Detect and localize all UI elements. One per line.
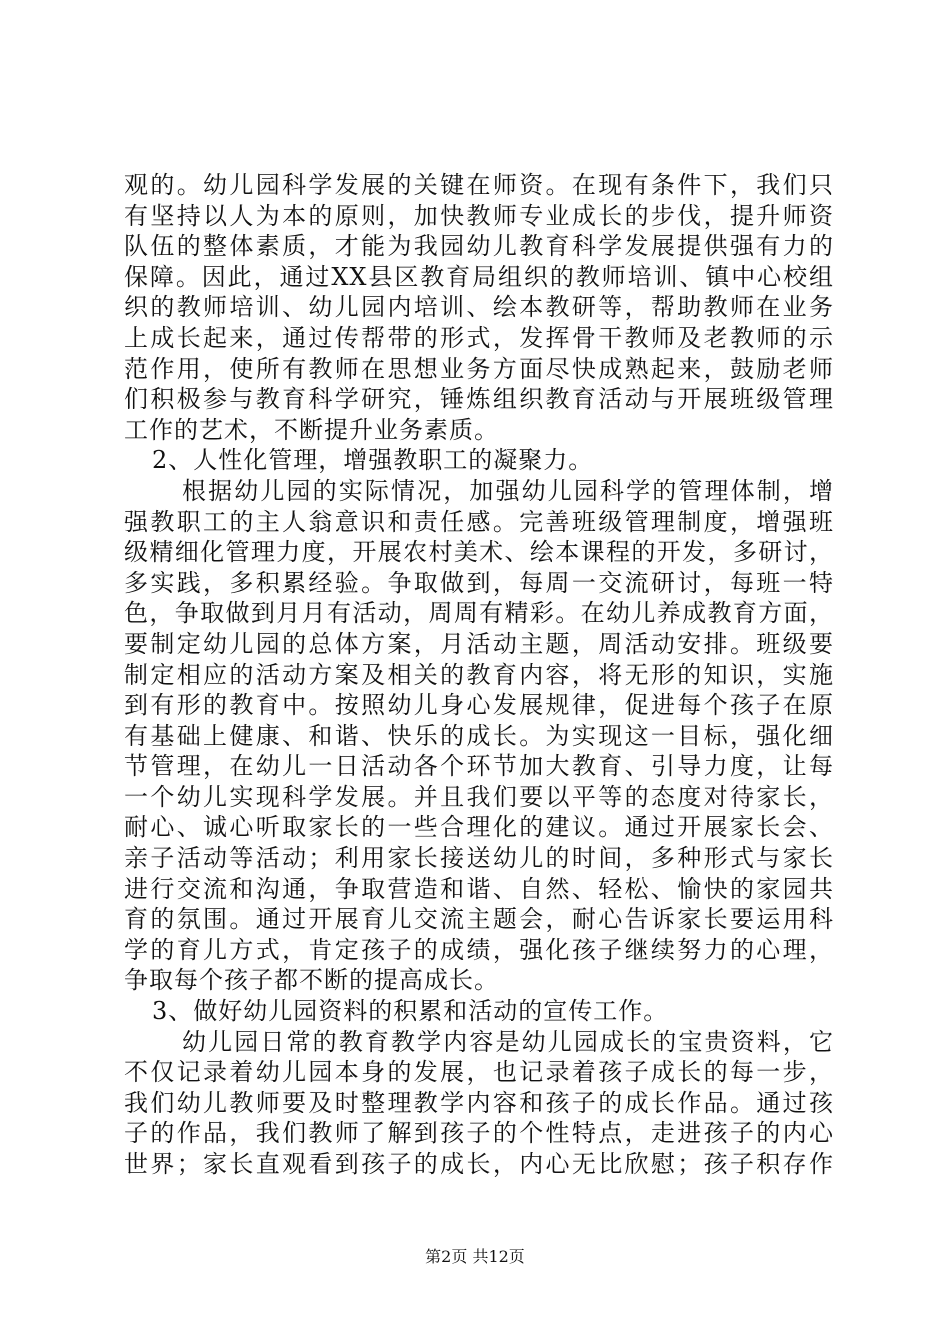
text-line: 多实践，多积累经验。争取做到，每周一交流研讨，每班一特 — [124, 568, 834, 597]
text-line: 幼儿园日常的教育教学内容是幼儿园成长的宝贵资料，它 — [182, 1027, 834, 1056]
text-line: 不仅记录着幼儿园本身的发展，也记录着孩子成长的每一步， — [124, 1058, 834, 1087]
text-line: 保障。因此，通过XX县区教育局组织的教师培训、镇中心校组 — [124, 262, 834, 291]
text-line: 级精细化管理力度，开展农村美术、绘本课程的开发，多研讨， — [124, 538, 834, 567]
text-line: 上成长起来，通过传帮带的形式，发挥骨干教师及老教师的示 — [124, 323, 834, 352]
text-line: 育的氛围。通过开展育儿交流主题会，耐心告诉家长要运用科 — [124, 905, 834, 934]
text-line: 有基础上健康、和谐、快乐的成长。为实现这一目标，强化细 — [124, 721, 834, 750]
paragraph — [124, 170, 834, 445]
text-line: 进行交流和沟通，争取营造和谐、自然、轻松、愉快的家园共 — [124, 874, 834, 903]
document-body — [124, 170, 834, 1180]
text-line: 要制定幼儿园的总体方案，月活动主题，周活动安排。班级要 — [124, 629, 834, 658]
text-line: 织的教师培训、幼儿园内培训、绘本教研等，帮助教师在业务 — [124, 293, 834, 322]
text-line: 有坚持以人为本的原则，加快教师专业成长的步伐，提升师资 — [124, 201, 834, 230]
text-line: 一个幼儿实现科学发展。并且我们要以平等的态度对待家长， — [124, 782, 834, 811]
text-line: 争取每个孩子都不断的提高成长。 — [124, 966, 499, 995]
paragraph — [124, 1027, 834, 1180]
text-line: 队伍的整体素质，才能为我园幼儿教育科学发展提供强有力的 — [124, 232, 834, 261]
text-line: 根据幼儿园的实际情况，加强幼儿园科学的管理体制，增 — [182, 476, 834, 505]
text-line: 观的。幼儿园科学发展的关键在师资。在现有条件下，我们只 — [124, 171, 834, 199]
text-line: 学的育儿方式，肯定孩子的成绩，强化孩子继续努力的心理， — [124, 935, 834, 964]
section-heading — [124, 996, 834, 1027]
text-line: 3、做好幼儿园资料的积累和活动的宣传工作。 — [152, 997, 669, 1026]
text-line: 亲子活动等活动；利用家长接送幼儿的时间，多种形式与家长 — [124, 844, 834, 873]
text-line: 2、人性化管理，增强教职工的凝聚力。 — [152, 446, 594, 475]
text-line: 耐心、诚心听取家长的一些合理化的建议。通过开展家长会、 — [124, 813, 834, 842]
text-line: 强教职工的主人翁意识和责任感。完善班级管理制度，增强班 — [124, 507, 834, 536]
section-heading — [124, 445, 834, 476]
text-line: 子的作品，我们教师了解到孩子的个性特点，走进孩子的内心 — [124, 1119, 834, 1148]
page-footer: 第2页 共12页 — [425, 1247, 525, 1266]
text-line: 我们幼儿教师要及时整理教学内容和孩子的成长作品。通过孩 — [124, 1088, 834, 1117]
text-line: 节管理，在幼儿一日活动各个环节加大教育、引导力度，让每 — [124, 752, 834, 781]
text-line: 到有形的教育中。按照幼儿身心发展规律，促进每个孩子在原 — [124, 691, 834, 720]
text-line: 制定相应的活动方案及相关的教育内容，将无形的知识，实施 — [124, 660, 834, 689]
text-line: 色，争取做到月月有活动，周周有精彩。在幼儿养成教育方面， — [124, 599, 834, 628]
text-line: 工作的艺术，不断提升业务素质。 — [124, 415, 499, 444]
text-line: 们积极参与教育科学研究，锤炼组织教育活动与开展班级管理 — [124, 385, 834, 414]
paragraph — [124, 476, 834, 996]
text-line: 世界；家长直观看到孩子的成长，内心无比欣慰；孩子积存作 — [124, 1150, 834, 1178]
text-line: 范作用，使所有教师在思想业务方面尽快成熟起来，鼓励老师 — [124, 354, 834, 383]
